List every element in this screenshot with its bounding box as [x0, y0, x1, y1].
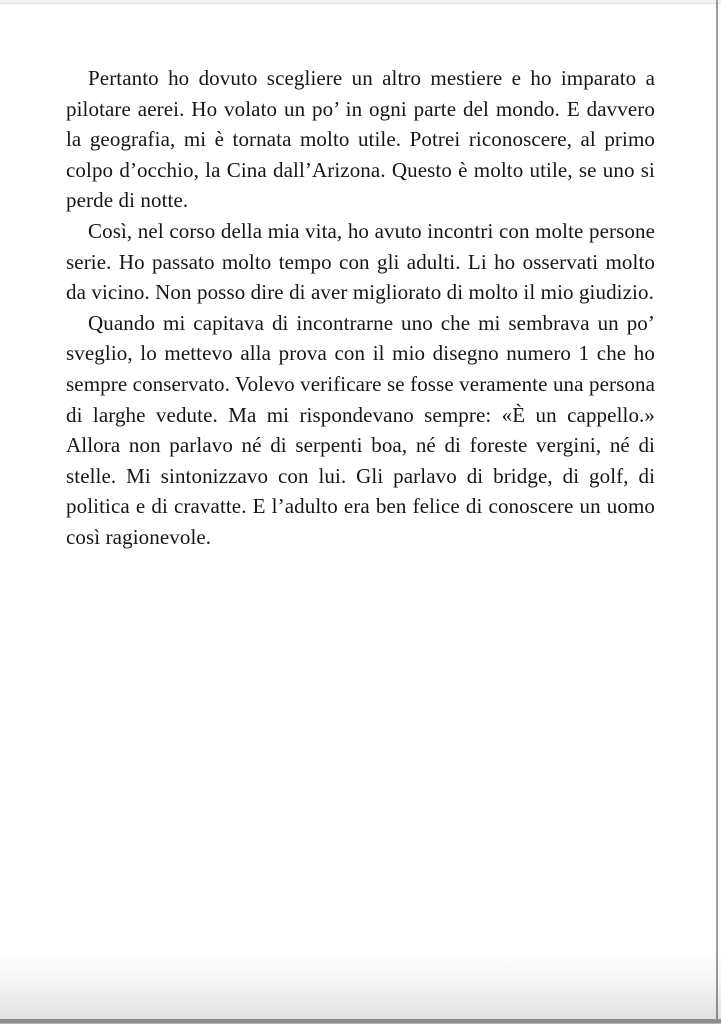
page-right-edge: [716, 0, 718, 1024]
page-text-block: [66, 63, 655, 553]
page-top-edge: [0, 0, 721, 4]
page-bottom-shadow: [0, 950, 721, 1020]
paragraph-3: Quando mi capitava di incontrarne uno che mi sembrava un po’ sveglio, lo mettevo alla prova con il mio disegno numero 1 che ho sempre conservato. Volevo verificare se fosse veramente una persona di larghe vedute. Ma mi rispondevano sempre: «È un cappello.» Allora non parlavo né di serpenti boa, né di foreste vergini, né di stelle. Mi sintonizzavo con lui. Gli parlavo di bridge, di golf, di politica e di cravatte. E l’adulto era ben felice di conoscere un uomo così ragionevole.: [66, 310, 655, 549]
page-bottom-edge: [0, 1019, 721, 1024]
paragraph-1: Pertanto ho dovuto scegliere un altro mestiere e ho imparato a pilotare aerei. Ho volato un po’ in ogni parte del mondo. E davvero la geografia, mi è tornata molto utile. Potrei riconoscere, al primo colpo d’occhio, la Cina dall’Arizona. Questo è molto utile, se uno si perde di notte.: [66, 66, 655, 213]
paragraph-2: Così, nel corso della mia vita, ho avuto incontri con molte persone serie. Ho passato molto tempo con gli adulti. Li ho osservati molto da vicino. Non posso dire di aver migliorato di molto il mio giudizio.: [66, 218, 655, 305]
